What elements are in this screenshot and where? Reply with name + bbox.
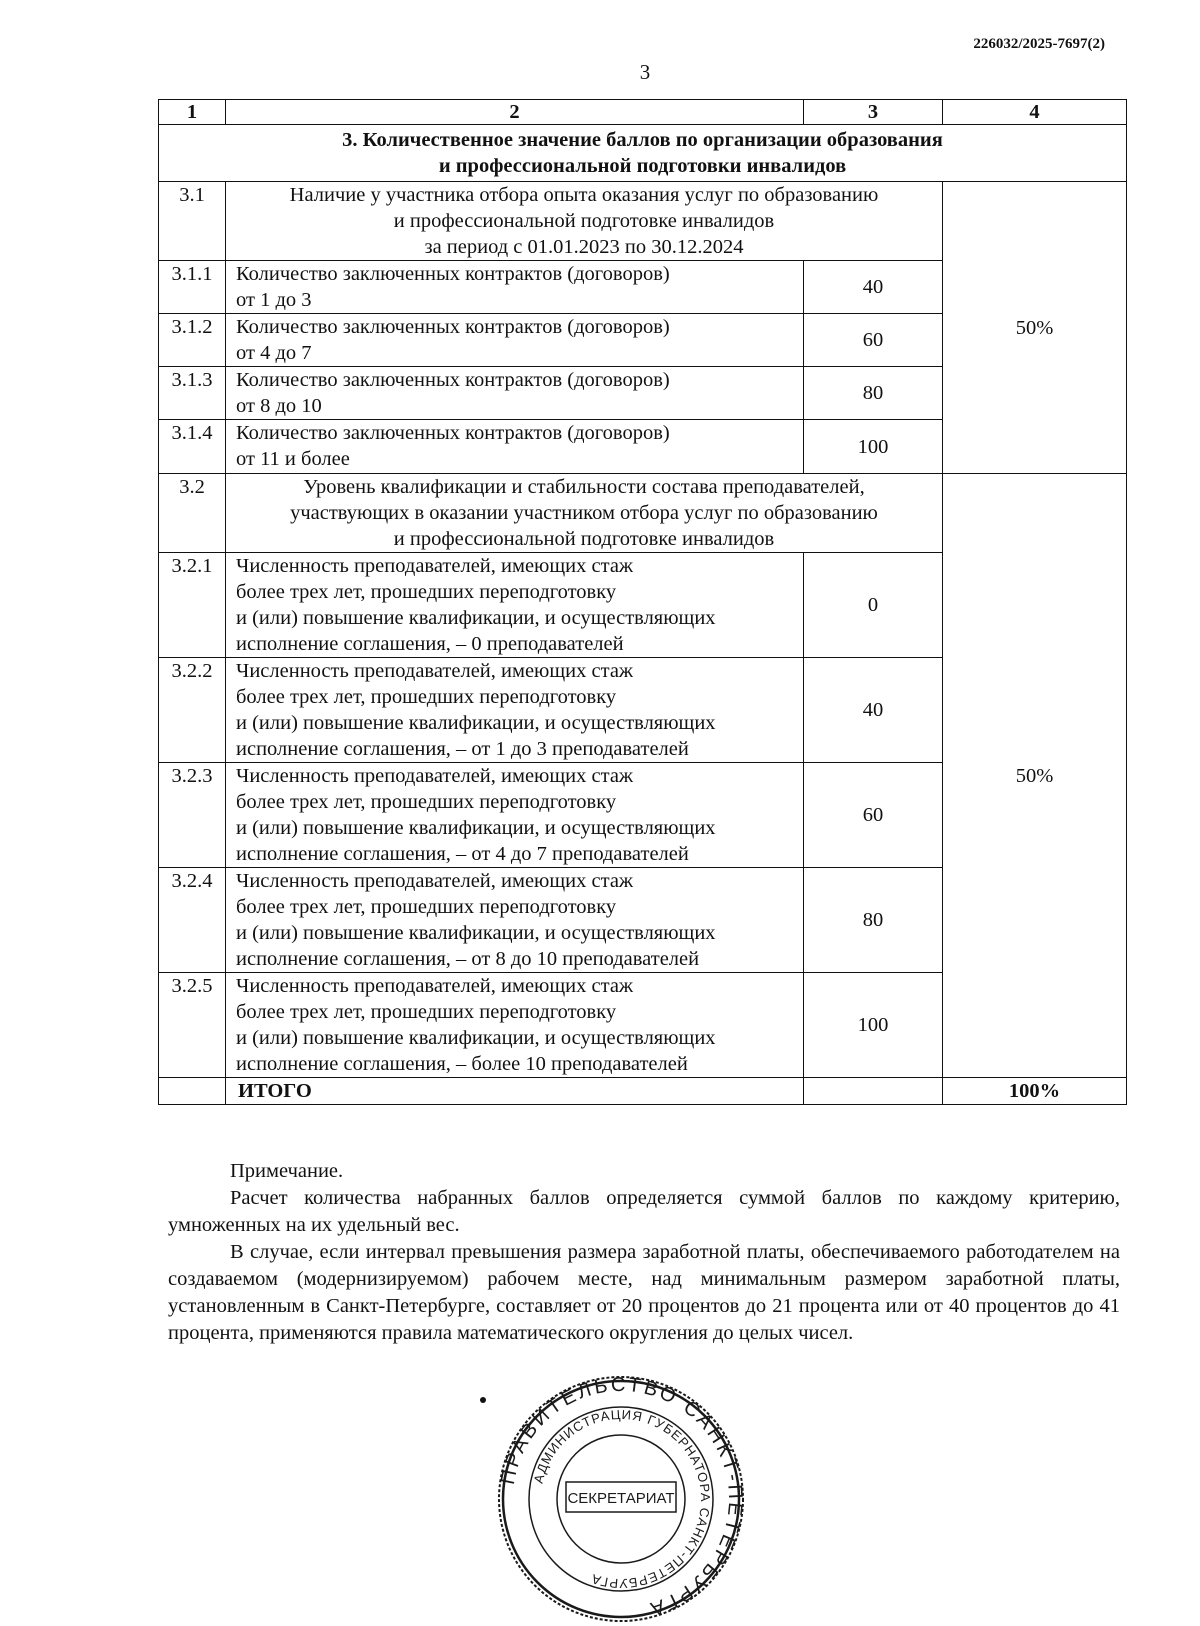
row-code: 3.2.4: [159, 868, 226, 973]
row-description: Численность преподавателей, имеющих стаж более трех лет, прошедших переподготовку и (или) повышение квалификации, и осуществляющих исполнение соглашения, – более 10 преподавателей: [226, 973, 804, 1078]
row-code: 3.1.1: [159, 261, 226, 314]
total-label: ИТОГО: [226, 1078, 804, 1105]
section-title: 3. Количественное значение баллов по организации образования и профессиональной подготовки инвалидов: [159, 125, 1127, 182]
row-score: 100: [804, 420, 943, 474]
criterion-description: Уровень квалификации и стабильности состава преподавателей, участвующих в оказании участником отбора услуг по образованию и профессиональной подготовке инвалидов: [226, 474, 943, 553]
total-row: [159, 1078, 1127, 1105]
row-code: 3.2.3: [159, 763, 226, 868]
row-code: 3.1.3: [159, 367, 226, 420]
row-description: Численность преподавателей, имеющих стаж более трех лет, прошедших переподготовку и (или) повышение квалификации, и осуществляющих исполнение соглашения, – от 1 до 3 преподавателей: [226, 658, 804, 763]
ink-dot: [480, 1397, 486, 1403]
criterion-code: 3.2: [159, 474, 226, 553]
official-stamp: [496, 1374, 746, 1624]
stamp-outer-text: ПРАВИТЕЛЬСТВО САНКТ-ПЕТЕРБУРГА: [496, 1374, 746, 1621]
row-description: Численность преподавателей, имеющих стаж более трех лет, прошедших переподготовку и (или) повышение квалификации, и осуществляющих исполнение соглашения, – от 4 до 7 преподавателей: [226, 763, 804, 868]
criteria-table: [158, 99, 1127, 1105]
row-score: 40: [804, 658, 943, 763]
row-score: 40: [804, 261, 943, 314]
header-col-2: 2: [226, 100, 804, 125]
row-score: 0: [804, 553, 943, 658]
row-score: 60: [804, 314, 943, 367]
header-col-3: 3: [804, 100, 943, 125]
total-empty-cell: [159, 1078, 226, 1105]
row-score: 100: [804, 973, 943, 1078]
row-code: 3.2.1: [159, 553, 226, 658]
row-code: 3.2.5: [159, 973, 226, 1078]
total-value: 100%: [943, 1078, 1127, 1105]
header-col-1: 1: [159, 100, 226, 125]
table-header-row: [159, 100, 1127, 125]
note-block: [168, 1158, 1120, 1347]
row-score: 80: [804, 868, 943, 973]
page-number: 3: [639, 60, 651, 84]
row-score: 60: [804, 763, 943, 868]
row-description: Количество заключенных контрактов (договоров) от 1 до 3: [226, 261, 804, 314]
row-code: 3.1.4: [159, 420, 226, 474]
row-score: 80: [804, 367, 943, 420]
note-title: Примечание.: [230, 1160, 344, 1182]
row-description: Численность преподавателей, имеющих стаж более трех лет, прошедших переподготовку и (или) повышение квалификации, и осуществляющих исполнение соглашения, – от 8 до 10 преподавателей: [226, 868, 804, 973]
note-paragraph-2: В случае, если интервал превышения размера заработной платы, обеспечиваемого работодателем на создаваемом (модернизируемом) рабочем месте, над минимальным размером заработной платы, установленным в Санкт-Петербурге, составляет от 20 процентов до 21 процента или от 40 процентов до 41 процента, применяются правила математического округления до целых чисел.: [168, 1241, 1120, 1344]
criterion-weight-3-2: 50%: [943, 474, 1127, 1078]
stamp-center-text: СЕКРЕТАРИАТ: [567, 1490, 675, 1507]
criterion-description: Наличие у участника отбора опыта оказания услуг по образованию и профессиональной подготовке инвалидов за период с 01.01.2023 по 30.12.2024: [226, 182, 943, 261]
criterion-weight-3-1: 50%: [943, 182, 1127, 474]
stamp-inner-text: АДМИНИСТРАЦИЯ ГУБЕРНАТОРА САНКТ-ПЕТЕРБУРГА: [530, 1406, 714, 1592]
criterion-row-3-1: [159, 182, 1127, 261]
criterion-row-3-2: [159, 474, 1127, 553]
row-description: Количество заключенных контрактов (договоров) от 11 и более: [226, 420, 804, 474]
total-empty-cell: [804, 1078, 943, 1105]
document-id: 226032/2025-7697(2): [973, 36, 1105, 52]
criterion-code: 3.1: [159, 182, 226, 261]
row-code: 3.1.2: [159, 314, 226, 367]
header-col-4: 4: [943, 100, 1127, 125]
section-title-row: [159, 125, 1127, 182]
row-code: 3.2.2: [159, 658, 226, 763]
row-description: Количество заключенных контрактов (договоров) от 8 до 10: [226, 367, 804, 420]
note-paragraph-1: Расчет количества набранных баллов определяется суммой баллов по каждому критерию, умноженных на их удельный вес.: [168, 1187, 1120, 1236]
row-description: Численность преподавателей, имеющих стаж более трех лет, прошедших переподготовку и (или) повышение квалификации, и осуществляющих исполнение соглашения, – 0 преподавателей: [226, 553, 804, 658]
row-description: Количество заключенных контрактов (договоров) от 4 до 7: [226, 314, 804, 367]
